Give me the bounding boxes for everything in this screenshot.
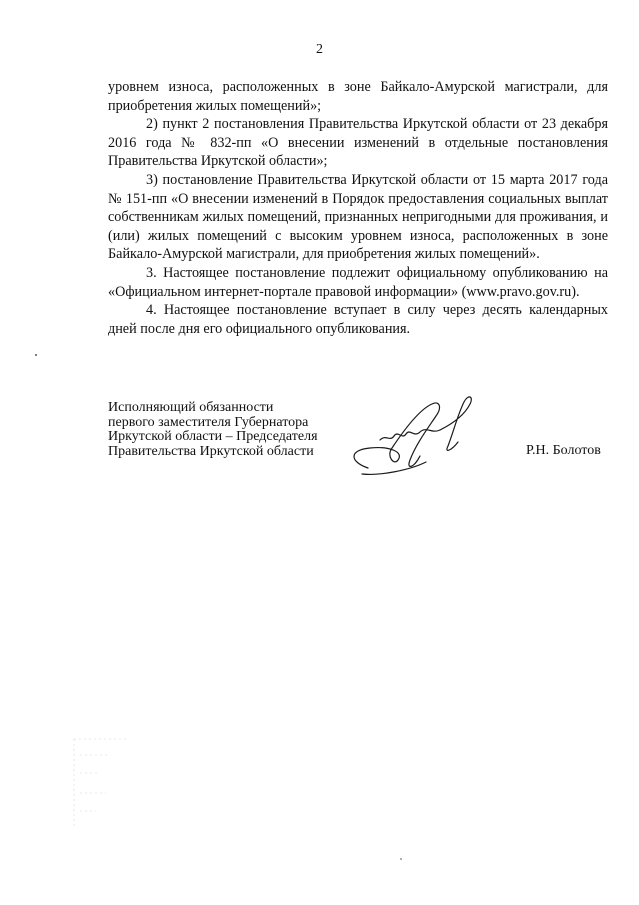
signatory-title-line: первого заместителя Губернатора <box>108 414 309 430</box>
page-number: 2 <box>316 42 323 57</box>
faint-stamp-mark <box>70 733 130 833</box>
paragraph-item-2: 2) пункт 2 постановления Правительства Иркутской области от 23 декабря 2016 года № 832-пп «О внесении изменений в отдельные постановления Правительства Иркутской области»; <box>108 116 608 170</box>
signatory-title-line: Правительства Иркутской области <box>108 443 314 459</box>
document-body <box>108 78 608 338</box>
signatory-title <box>108 401 318 459</box>
paragraph-item-3: 3) постановление Правительства Иркутской области от 15 марта 2017 года № 151-пп «О внесении изменений в Порядок предоставления социальных выплат собственникам жилых помещений, признанных непригодными для проживания, и (или) жилых помещений с высоким уровнем износа, расположенных в зоне Байкало-Амурской магистрали, для приобретения жилых помещений». <box>108 171 608 263</box>
stray-dot <box>35 354 37 356</box>
signatory-title-line: Исполняющий обязанности <box>108 400 274 415</box>
paragraph-continuation: уровнем износа, расположенных в зоне Байкало-Амурской магистрали, для приобретения жилых помещений»; <box>108 79 608 114</box>
faint-mark <box>400 858 402 860</box>
paragraph-publication: 3. Настоящее постановление подлежит официальному опубликованию на «Официальном интернет-портале правовой информации» (www.pravo.gov.ru). <box>108 264 608 300</box>
signatory-title-line: Иркутской области – Председателя <box>108 429 318 444</box>
paragraph-effective-date: 4. Настоящее постановление вступает в силу через десять календарных дней после дня его официального опубликования. <box>108 302 608 337</box>
handwritten-signature <box>340 390 500 480</box>
signer-name: Р.Н. Болотов <box>526 443 601 458</box>
